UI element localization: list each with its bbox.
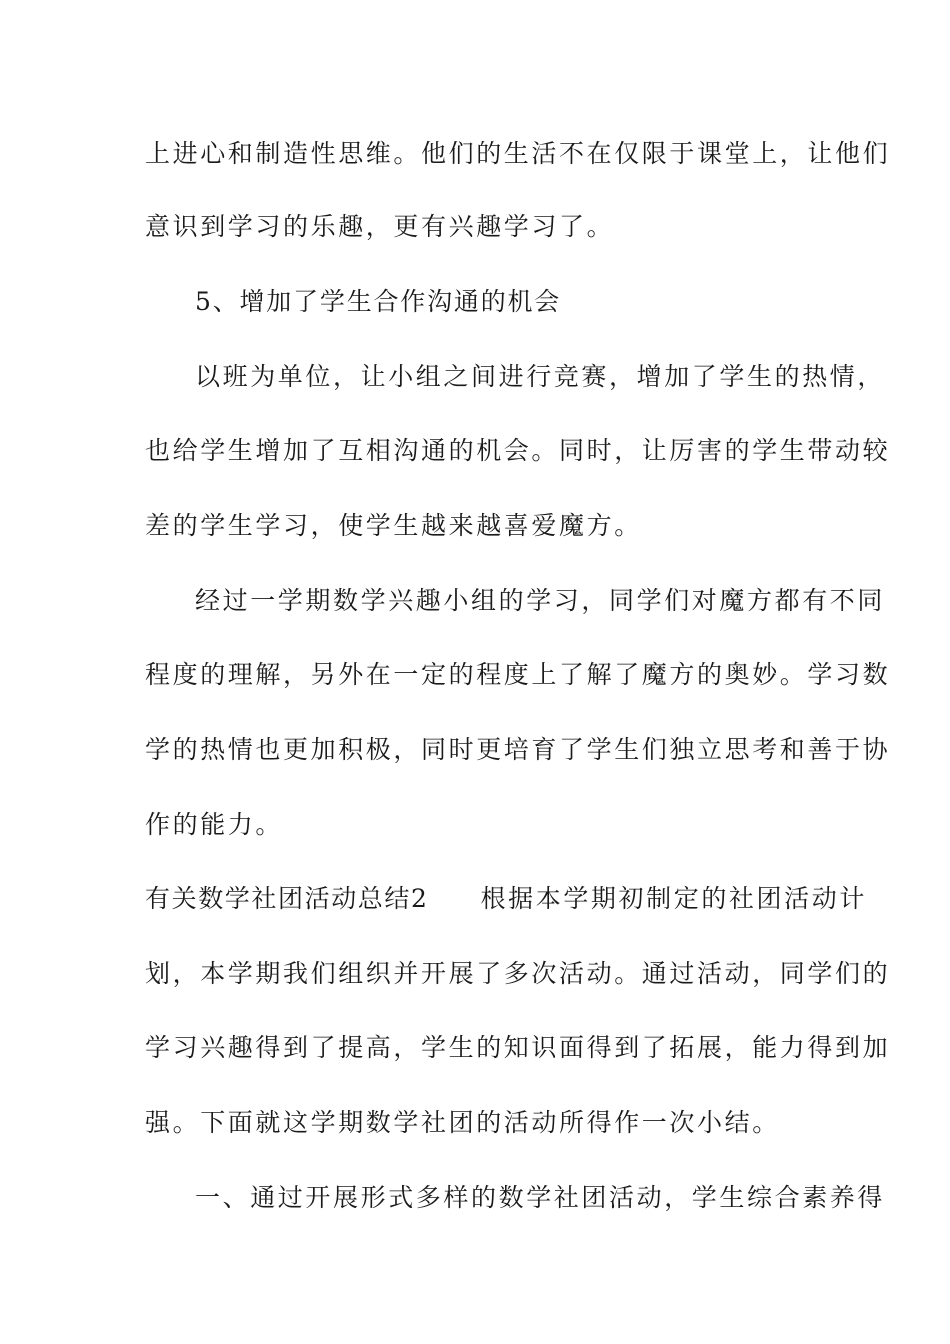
paragraph-line: 强。下面就这学期数学社团的活动所得作一次小结。	[145, 1108, 780, 1137]
paragraph-line: 划，本学期我们组织并开展了多次活动。通过活动，同学们的	[145, 959, 891, 988]
paragraph-line: 上进心和制造性思维。他们的生活不在仅限于课堂上，让他们	[145, 139, 891, 168]
paragraph-line: 学习兴趣得到了提高，学生的知识面得到了拓展，能力得到加	[145, 1033, 891, 1062]
subheading-line: 5、增加了学生合作沟通的机会	[195, 287, 562, 316]
paragraph-line: 也给学生增加了互相沟通的机会。同时，让厉害的学生带动较	[145, 436, 891, 465]
paragraph-line: 以班为单位，让小组之间进行竞赛，增加了学生的热情，	[195, 362, 886, 391]
paragraph-line: 程度的理解，另外在一定的程度上了解了魔方的奥妙。学习数	[145, 660, 891, 689]
paragraph-line: 作的能力。	[145, 810, 284, 839]
section-heading-line	[145, 883, 867, 915]
section-first-line: 根据本学期初制定的社团活动计	[480, 884, 867, 913]
section-title: 有关数学社团活动总结2	[145, 884, 429, 913]
paragraph-line: 学的热情也更加积极，同时更培育了学生们独立思考和善于协	[145, 735, 891, 764]
paragraph-line: 一、通过开展形式多样的数学社团活动，学生综合素养得	[195, 1183, 886, 1212]
paragraph-line: 差的学生学习，使学生越来越喜爱魔方。	[145, 511, 642, 540]
paragraph-line: 经过一学期数学兴趣小组的学习，同学们对魔方都有不同	[195, 586, 886, 615]
paragraph-line: 意识到学习的乐趣，更有兴趣学习了。	[145, 212, 615, 241]
